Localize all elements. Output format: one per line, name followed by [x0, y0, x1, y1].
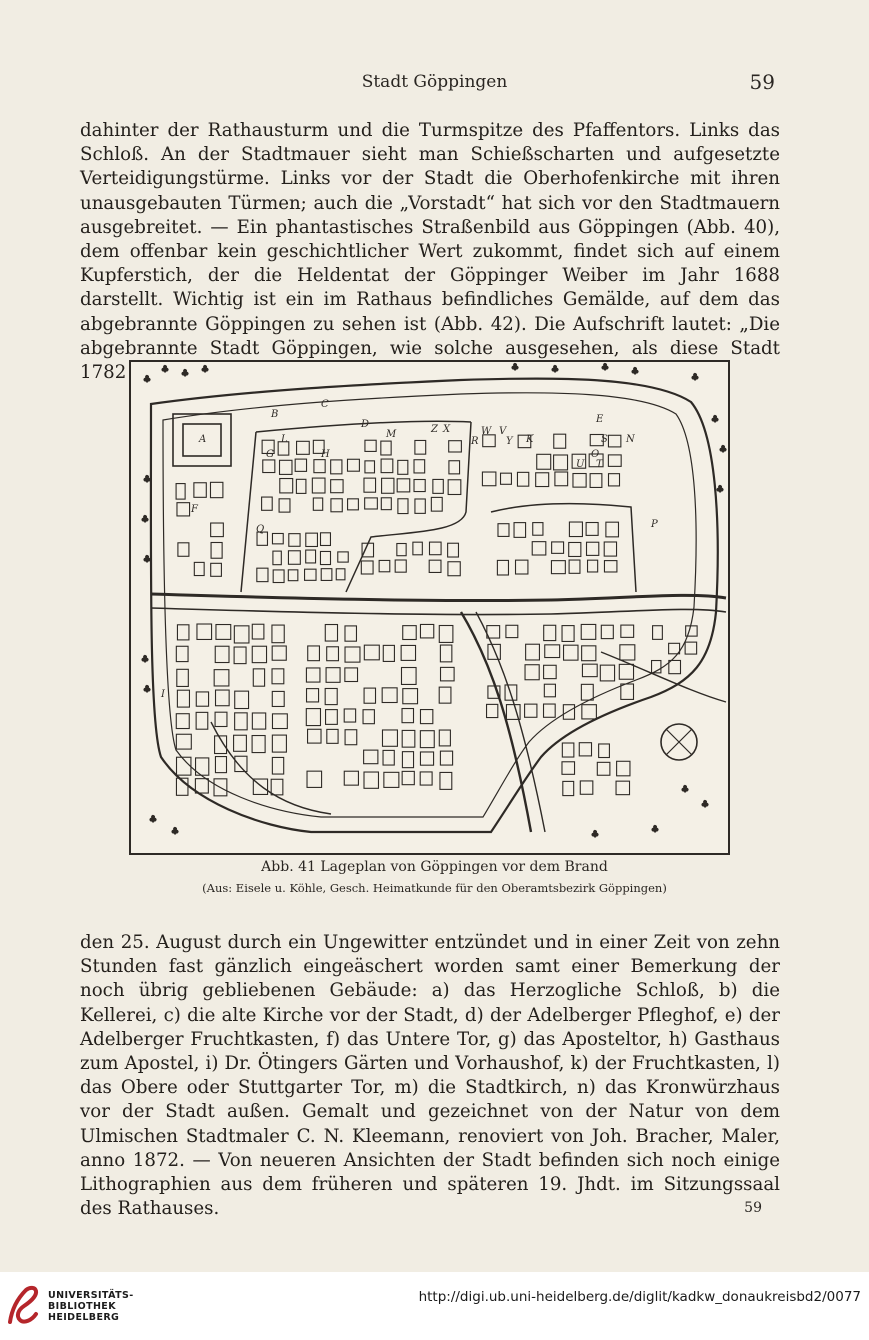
map-building	[588, 560, 598, 572]
map-building	[345, 730, 357, 745]
map-building	[415, 440, 426, 454]
map-building	[344, 771, 358, 785]
map-tree: ♣	[691, 373, 700, 383]
map-building	[573, 474, 586, 488]
map-label: O	[591, 449, 600, 460]
library-line-1: UNIVERSITÄTS-	[48, 1290, 134, 1301]
map-building	[363, 710, 374, 724]
map-building	[364, 772, 378, 788]
map-building	[402, 752, 413, 768]
map-building	[253, 669, 264, 686]
map-building	[606, 522, 619, 537]
map-building	[234, 647, 246, 664]
map-building	[562, 762, 575, 775]
map-building	[365, 440, 376, 451]
footer-page-number: 59	[744, 1200, 762, 1216]
map-tree: ♣	[171, 827, 180, 837]
map-building	[449, 461, 460, 474]
map-building	[382, 478, 394, 493]
map-building	[533, 523, 543, 536]
map-building	[216, 690, 230, 706]
map-building	[586, 523, 598, 536]
map-building	[402, 709, 413, 723]
map-building	[564, 645, 578, 660]
map-building	[398, 460, 408, 474]
map-label: H	[321, 449, 330, 460]
map-building	[413, 542, 422, 555]
map-building	[195, 779, 208, 793]
map-building	[403, 689, 418, 704]
city-plan-map	[131, 362, 728, 853]
map-building	[194, 562, 204, 575]
map-label: I	[161, 689, 165, 700]
map-building	[581, 624, 596, 639]
map-building	[364, 688, 375, 703]
map-tree: ♣	[143, 475, 152, 485]
map-label: A	[199, 434, 207, 445]
map-building	[582, 646, 596, 661]
map-building	[331, 480, 343, 493]
map-label: W	[481, 426, 492, 437]
map-tree: ♣	[681, 785, 690, 795]
body-paragraph-1: dahinter der Rathausturm und die Turmspitze des Pfaffentors. Links das Schloß. An der Stadtmauer sieht man Schießscharten und aufgesetzte Verteidigungstürme. Links vor der Stadt die Oberhofenkirche mit ihren unausgebauten Türmen; auch die „Vorstadt“ hat sich vor den Stadtmauern ausgebreitet. — Ein phantastisches Straßenbild aus Göppingen (Abb. 40), dem offenbar kein geschichtlicher Wert zukommt, findet sich auf einem Kupferstich, der die Heldentat der Göppinger Weiber im Jahr 1688 darstellt. Wichtig ist ein im Rathaus befindliches Gemälde, auf dem das abgebrannte Göppingen zu sehen ist (Abb. 42). Die Aufschrift lautet: „Die abgebrannte Stadt Göppingen, wie solche ausgesehen, als diese Stadt 1782	[80, 120, 780, 384]
map-building	[348, 499, 359, 510]
map-building	[196, 712, 208, 729]
map-label: D	[361, 419, 370, 430]
map-building	[252, 713, 265, 729]
map-label: N	[626, 434, 635, 445]
library-name	[48, 1290, 134, 1323]
map-building	[590, 474, 602, 488]
map-building	[177, 625, 189, 640]
map-building	[554, 455, 568, 470]
map-building	[234, 626, 249, 643]
map-label: U	[576, 459, 585, 470]
map-building	[325, 625, 337, 642]
map-building	[440, 751, 452, 765]
map-building	[234, 735, 247, 751]
map-building	[177, 690, 189, 707]
map-building	[345, 668, 358, 682]
running-header-title: Stadt Göppingen	[361, 72, 508, 92]
map-building	[401, 668, 416, 685]
map-building	[420, 772, 432, 785]
map-building	[669, 660, 681, 673]
map-building	[215, 712, 227, 726]
map-label: Q	[256, 524, 265, 535]
map-tree: ♣	[631, 367, 640, 377]
map-building	[272, 757, 283, 774]
map-building	[653, 626, 663, 640]
map-tree: ♣	[161, 365, 170, 375]
map-building	[308, 646, 320, 661]
map-building	[429, 560, 441, 572]
map-building	[382, 688, 397, 703]
map-building	[544, 704, 556, 717]
map-building	[582, 705, 597, 719]
map-building	[384, 772, 399, 787]
map-building	[433, 479, 443, 493]
map-building	[338, 552, 348, 562]
map-building	[516, 560, 528, 574]
map-building	[555, 472, 568, 486]
map-building	[252, 646, 266, 662]
map-building	[569, 560, 580, 573]
map-building	[544, 684, 555, 697]
map-building	[397, 544, 406, 556]
map-building	[517, 472, 528, 486]
map-label: B	[271, 409, 279, 420]
map-building	[344, 709, 355, 722]
map-building	[563, 781, 574, 795]
map-building	[398, 499, 408, 514]
map-label: P	[651, 519, 658, 530]
map-tree: ♣	[141, 655, 150, 665]
map-building	[176, 734, 191, 749]
map-building	[314, 460, 325, 473]
map-building	[544, 625, 556, 640]
map-tree: ♣	[149, 815, 158, 825]
map-tree: ♣	[143, 685, 152, 695]
map-building	[210, 482, 222, 497]
map-building	[321, 533, 331, 546]
map-building	[383, 645, 394, 661]
map-building	[498, 524, 509, 537]
map-tree: ♣	[716, 485, 725, 495]
map-building	[327, 647, 339, 661]
map-building	[347, 459, 359, 471]
map-building	[537, 454, 551, 469]
city-plan-figure	[129, 360, 730, 855]
map-building	[597, 762, 610, 775]
map-building	[272, 625, 284, 643]
map-building	[562, 626, 574, 642]
map-building	[448, 480, 461, 495]
map-building	[280, 460, 292, 474]
map-building	[279, 499, 290, 512]
map-building	[441, 667, 455, 680]
map-building	[381, 441, 391, 455]
map-building	[608, 435, 620, 447]
map-building	[272, 735, 286, 752]
source-url-link[interactable]: http://digi.ub.uni-heidelberg.de/diglit/kadkw_donaukreisbd2/0077	[418, 1289, 861, 1305]
map-tree: ♣	[719, 445, 728, 455]
map-building	[272, 714, 287, 729]
map-building	[364, 645, 379, 660]
map-building	[321, 569, 332, 581]
map-label: L	[281, 434, 288, 445]
map-building	[178, 543, 189, 556]
map-building	[272, 691, 284, 706]
map-building	[449, 441, 462, 452]
map-building	[482, 472, 495, 486]
map-building	[177, 669, 189, 686]
map-building	[685, 642, 697, 654]
map-building	[532, 542, 546, 555]
map-building	[271, 779, 283, 795]
map-building	[580, 781, 593, 794]
map-building	[414, 460, 425, 473]
map-building	[320, 551, 330, 564]
map-tree: ♣	[711, 415, 720, 425]
map-building	[306, 668, 320, 682]
map-building	[448, 562, 460, 576]
map-building	[401, 645, 415, 660]
map-building	[544, 665, 557, 678]
map-building	[619, 664, 633, 679]
body-paragraph-2: den 25. August durch ein Ungewitter entzündet und in einer Zeit von zehn Stunden fast gänzlich eingeäschert worden samt einer Bemerkung der noch übrig gebliebenen Gebäude: a) das Herzogliche Schloß, b) die Kellerei, c) die alte Kirche vor der Stadt, d) der Adelberger Pfleghof, e) der Adelberger Fruchtkasten, f) das Untere Tor, g) das Aposteltor, h) Gasthaus zum Apostel, i) Dr. Ötingers Gärten und Vorhaushof, k) der Fruchtkasten, l) das Obere oder Stuttgarter Tor, m) die Stadtkirch, n) das Kronwürzhaus vor der Stadt außen. Gemalt und gezeichnet von der Natur von dem Ulmischen Stadtmaler C. N. Kleemann, renoviert von Joh. Bracher, Maler, anno 1872. — Von neueren Ansichten der Stadt befinden sich noch einige Lithographien aus dem früheren und späteren 19. Jhdt. im Sitzungssaal des Rathauses.	[80, 932, 780, 1220]
map-building	[617, 761, 630, 776]
map-building	[272, 646, 286, 660]
map-building	[336, 569, 345, 580]
map-building	[307, 689, 319, 702]
map-building	[235, 691, 249, 708]
map-building	[364, 750, 378, 764]
map-building	[305, 569, 316, 580]
library-line-2: BIBLIOTHEK	[48, 1301, 116, 1312]
map-building	[381, 498, 391, 510]
map-building	[439, 687, 451, 703]
map-building	[608, 455, 621, 466]
map-building	[439, 730, 450, 746]
map-building	[215, 646, 229, 662]
map-label: F	[191, 504, 198, 515]
map-building	[587, 542, 599, 555]
map-label: T	[596, 459, 603, 470]
map-label: E	[596, 414, 604, 425]
map-building	[562, 743, 574, 757]
map-building	[280, 479, 293, 493]
map-label: C	[321, 399, 329, 410]
map-building	[308, 729, 321, 743]
map-building	[252, 624, 264, 639]
map-tree: ♣	[651, 825, 660, 835]
map-building	[526, 644, 540, 660]
map-label: Z	[431, 424, 438, 435]
map-tree: ♣	[551, 365, 560, 375]
map-building	[211, 542, 222, 558]
map-building	[297, 441, 310, 454]
map-building	[551, 561, 565, 574]
map-building	[669, 643, 680, 653]
map-building	[395, 560, 406, 572]
map-building	[361, 561, 373, 574]
map-building	[252, 736, 265, 753]
map-building	[331, 499, 342, 512]
map-tree: ♣	[143, 375, 152, 385]
map-building	[345, 647, 360, 662]
map-building	[514, 523, 526, 538]
map-building	[312, 478, 325, 493]
map-label: X	[443, 424, 451, 435]
map-building	[609, 474, 620, 486]
map-building	[506, 625, 518, 637]
map-building	[582, 664, 597, 676]
map-building	[326, 668, 340, 683]
map-building	[420, 710, 432, 724]
map-building	[620, 645, 635, 660]
map-building	[439, 626, 453, 643]
map-building	[554, 434, 566, 448]
map-tree: ♣	[701, 800, 710, 810]
map-building	[402, 771, 414, 784]
map-building	[262, 497, 273, 510]
map-tree: ♣	[601, 363, 610, 373]
map-building	[326, 710, 338, 725]
map-building	[295, 459, 306, 471]
map-building	[448, 543, 459, 557]
map-building	[402, 730, 415, 747]
map-building	[211, 523, 224, 537]
map-label: V	[499, 426, 507, 437]
map-building	[604, 561, 616, 572]
map-building	[325, 688, 337, 704]
map-building	[345, 626, 356, 641]
map-building	[216, 625, 231, 640]
map-building	[414, 480, 425, 492]
map-building	[379, 560, 390, 571]
map-building	[288, 570, 298, 581]
map-building	[176, 646, 188, 661]
map-building	[569, 522, 582, 537]
map-building	[296, 479, 306, 493]
map-building	[487, 704, 498, 717]
map-label: Y	[506, 436, 513, 447]
figure-caption: Abb. 41 Lageplan von Göppingen vor dem Brand	[261, 859, 608, 875]
map-building	[429, 542, 441, 555]
figure-source: (Aus: Eisele u. Köhle, Gesch. Heimatkunde für den Oberamtsbezirk Göppingen)	[202, 881, 667, 895]
map-building	[440, 772, 452, 789]
map-building	[196, 692, 208, 706]
map-building	[211, 563, 222, 576]
map-building	[327, 729, 338, 743]
map-building	[552, 542, 564, 553]
map-building	[364, 478, 376, 492]
map-building	[545, 645, 560, 658]
map-building	[420, 752, 433, 765]
map-building	[306, 533, 318, 546]
map-building	[525, 665, 539, 680]
map-building	[235, 756, 247, 771]
map-building	[601, 625, 613, 638]
map-building	[440, 645, 451, 662]
map-building	[415, 499, 425, 513]
map-building	[331, 460, 342, 474]
map-building	[365, 498, 378, 509]
map-tree: ♣	[511, 363, 520, 373]
map-building	[381, 459, 393, 473]
map-building	[604, 542, 616, 556]
map-label: S	[601, 434, 608, 445]
map-tree: ♣	[201, 365, 210, 375]
map-building	[525, 704, 537, 717]
map-building	[621, 625, 634, 637]
map-building	[431, 497, 442, 511]
map-building	[289, 534, 300, 547]
map-building	[497, 560, 508, 575]
map-label: K	[526, 434, 534, 445]
map-building	[563, 705, 574, 720]
map-building	[397, 479, 410, 492]
map-label: R	[471, 436, 479, 447]
map-label: G	[266, 449, 274, 460]
map-building	[420, 731, 434, 748]
map-building	[214, 670, 229, 686]
map-building	[177, 503, 190, 516]
library-line-3: HEIDELBERG	[48, 1312, 120, 1323]
map-building	[306, 550, 316, 563]
map-building	[235, 713, 248, 730]
map-tree: ♣	[143, 555, 152, 565]
map-building	[288, 551, 300, 564]
map-building	[365, 461, 375, 473]
map-building	[488, 644, 500, 659]
map-building	[581, 684, 593, 700]
map-label: M	[386, 429, 397, 440]
map-building	[176, 714, 189, 729]
map-building	[307, 771, 322, 787]
map-building	[306, 709, 320, 726]
map-building	[420, 624, 433, 637]
map-building	[176, 484, 185, 500]
map-building	[383, 750, 394, 765]
library-logo-icon	[6, 1284, 40, 1326]
map-building	[197, 624, 212, 639]
map-building	[273, 551, 281, 565]
map-building	[569, 542, 581, 556]
map-building	[403, 626, 416, 640]
map-building	[215, 757, 226, 773]
map-tree: ♣	[181, 369, 190, 379]
map-building	[536, 473, 549, 487]
map-building	[382, 730, 397, 746]
map-building	[599, 744, 610, 758]
map-building	[501, 473, 512, 484]
map-building	[621, 684, 634, 699]
map-building	[600, 665, 614, 681]
map-building	[272, 669, 284, 684]
map-building	[313, 498, 322, 510]
map-building	[194, 483, 206, 498]
map-building	[616, 781, 629, 794]
map-building	[257, 568, 268, 581]
map-tree: ♣	[141, 515, 150, 525]
map-building	[273, 570, 284, 583]
map-tree: ♣	[591, 830, 600, 840]
map-building	[272, 533, 283, 543]
map-building	[263, 460, 275, 473]
map-building	[579, 743, 591, 756]
running-header-page-number: 59	[749, 70, 775, 94]
